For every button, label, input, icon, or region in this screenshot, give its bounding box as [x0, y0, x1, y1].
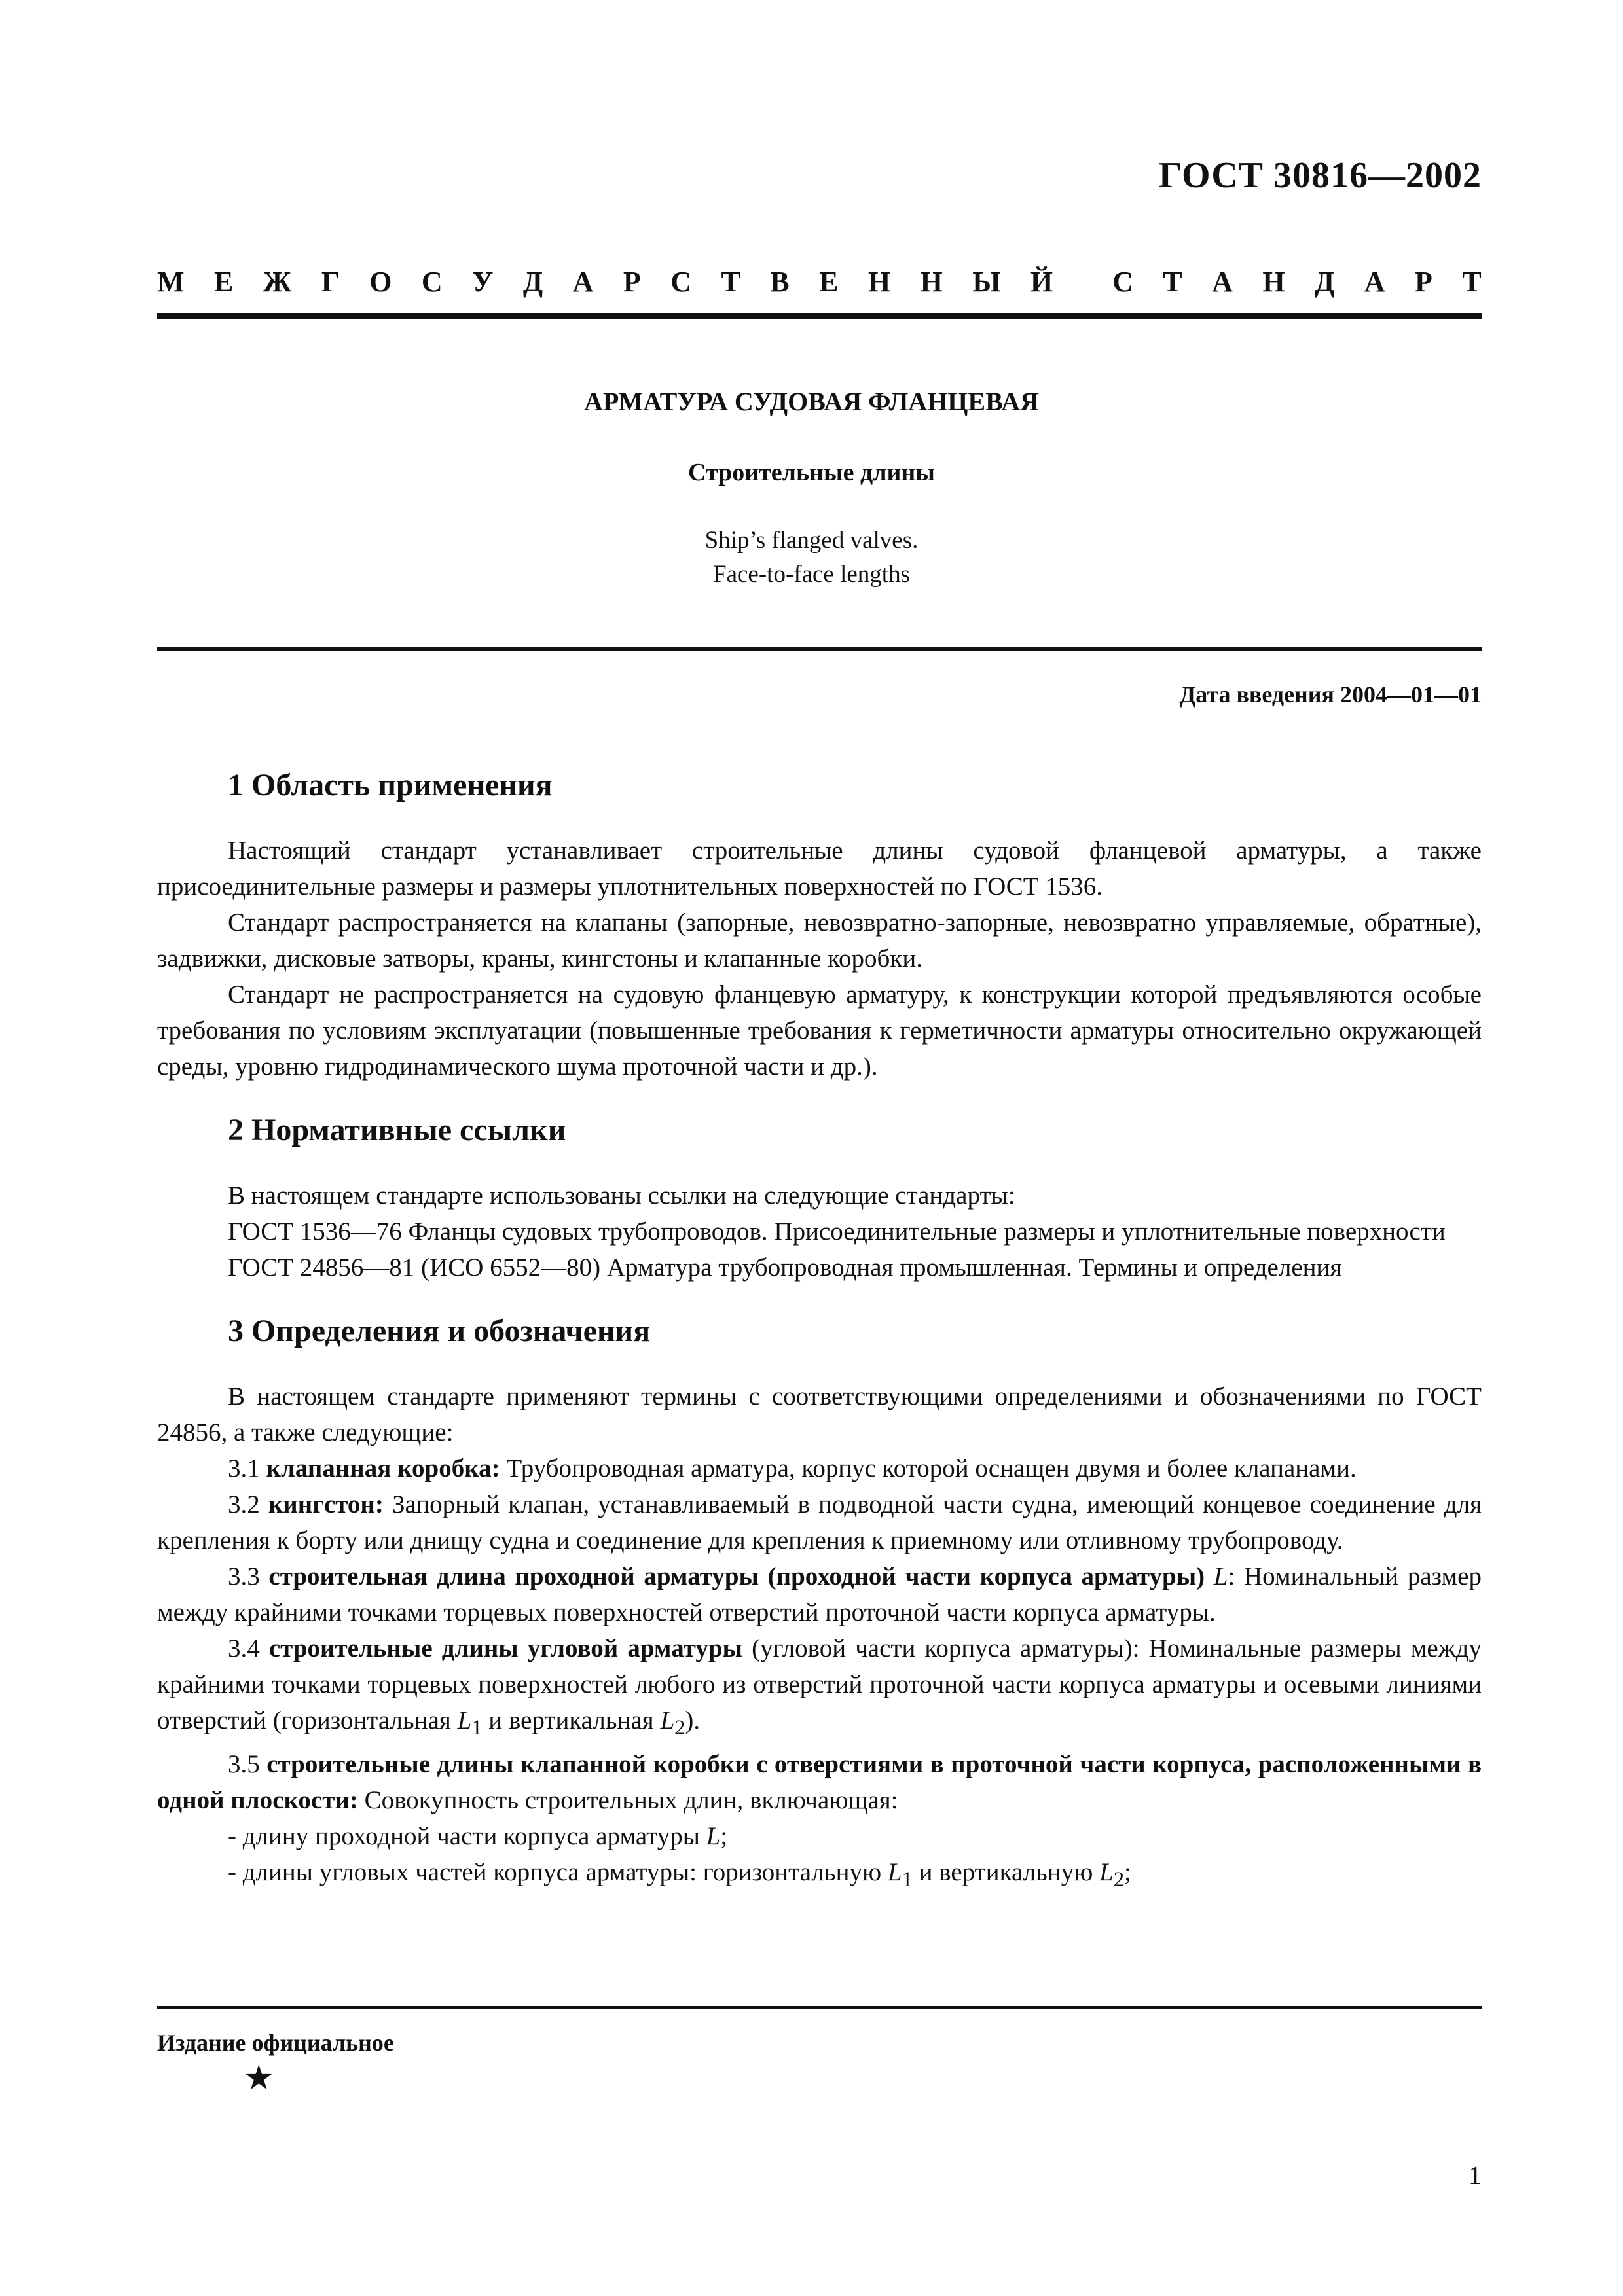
letter: Е — [213, 266, 234, 298]
subscript: 2 — [1113, 1867, 1125, 1892]
reference-item: ГОСТ 1536—76 Фланцы судовых трубопроводов. Присоединительные размеры и уплотнительные поверхности — [228, 1217, 1446, 1246]
letter: Р — [1415, 266, 1432, 298]
subscript: 1 — [902, 1867, 913, 1892]
letter: Н — [1262, 266, 1285, 298]
list-item — [157, 1818, 1482, 1854]
definition-text: и вертикальная — [488, 1706, 654, 1734]
star-icon: ★ — [244, 2060, 274, 2097]
english-title-line: Face-to-face lengths — [713, 561, 910, 588]
definition-number: 3.1 — [228, 1454, 260, 1482]
symbol: L — [457, 1706, 472, 1734]
section-heading: 1 Область применения — [228, 768, 553, 802]
definition-number: 3.3 — [228, 1562, 260, 1590]
page-number: 1 — [1468, 2161, 1482, 2190]
letter: Т — [1163, 266, 1182, 298]
definition-text: Запорный клапан, устанавливаемый в подводной части судна, имеющий концевое соединение для крепления к борту или днищу судна и соединение для крепления к приемному или отливному трубопроводу. — [157, 1490, 1482, 1554]
paragraph: В настоящем стандарте использованы ссылки на следующие стандарты: — [228, 1181, 1015, 1210]
paragraph: Стандарт не распространяется на судовую фланцевую арматуру, к конструкции которой предъявляются особые требования по условиям эксплуатации (повышенные требования к герметичности арматуры относительно окружающей среды, уровню гидродинамического шума проточной части и др.). — [157, 980, 1482, 1081]
definition-text: : Номинальный размер между крайними точками торцевых поверхностей отверстий проточной части корпуса арматуры. — [157, 1562, 1482, 1626]
definition-term: строительная длина проходной арматуры (проходной части корпуса арматуры) — [268, 1562, 1205, 1590]
definition-text: ). — [685, 1706, 701, 1734]
standard-type-heading — [157, 265, 1482, 298]
paragraph: Настоящий стандарт устанавливает строительные длины судовой фланцевой арматуры, а также присоединительные размеры и размеры уплотнительных поверхностей по ГОСТ 1536. — [157, 836, 1482, 901]
letter: Ы — [972, 266, 1001, 298]
definition-text: Совокупность строительных длин, включающая: — [364, 1785, 898, 1814]
letter: Р — [623, 266, 641, 298]
english-title — [0, 524, 1623, 592]
letter: Г — [321, 266, 340, 298]
letter: Й — [1030, 266, 1053, 298]
letter: Е — [819, 266, 839, 298]
letter: С — [421, 266, 443, 298]
definition-item — [157, 1558, 1482, 1630]
letter: А — [1212, 266, 1233, 298]
symbol: L — [1099, 1857, 1114, 1886]
symbol: L — [887, 1857, 902, 1886]
section-heading: 3 Определения и обозначения — [228, 1314, 651, 1348]
definition-text: (угловой части корпуса арматуры): Номинальные размеры между крайними точками торцевых поверхностей любого из отверстий проточной части корпуса арматуры и осевыми линиями отверстий (горизонтальная — [157, 1634, 1482, 1734]
letter: С — [1112, 266, 1133, 298]
official-edition-label: Издание официальное — [157, 2030, 394, 2056]
letter: Т — [721, 266, 740, 298]
list-text: - длины угловых частей корпуса арматуры: горизонтальную — [228, 1857, 882, 1886]
document-title: АРМАТУРА СУДОВАЯ ФЛАНЦЕВАЯ — [583, 387, 1040, 416]
document-number: ГОСТ 30816—2002 — [1158, 155, 1482, 196]
reference-item: ГОСТ 24856—81 (ИСО 6552—80) Арматура трубопроводная промышленная. Термины и определения — [228, 1253, 1342, 1282]
list-item — [157, 1854, 1482, 1898]
definition-number: 3.5 — [228, 1749, 260, 1778]
list-end: ; — [1124, 1857, 1131, 1886]
subscript: 2 — [674, 1715, 685, 1740]
section-scope — [157, 766, 1482, 1085]
definition-item — [157, 1746, 1482, 1818]
letter: М — [157, 266, 185, 298]
english-title-line: Ship’s flanged valves. — [704, 527, 919, 554]
letter: В — [770, 266, 790, 298]
definition-term: клапанная коробка: — [266, 1454, 500, 1482]
definition-item — [157, 1630, 1482, 1746]
document-subtitle: Строительные длины — [688, 459, 935, 486]
letter: Н — [920, 266, 943, 298]
symbol: L — [660, 1706, 675, 1734]
section-heading: 2 Нормативные ссылки — [228, 1113, 566, 1147]
letter: Д — [522, 266, 543, 298]
letter: Ж — [263, 266, 292, 298]
subscript: 1 — [471, 1715, 483, 1740]
definition-text: Трубопроводная арматура, корпус которой оснащен двумя и более клапанами. — [506, 1454, 1357, 1482]
document-body — [157, 766, 1482, 1924]
paragraph: Стандарт распространяется на клапаны (запорные, невозвратно-запорные, невозвратно управляемые, обратные), задвижки, дисковые затворы, краны, кингстоны и клапанные коробки. — [157, 908, 1482, 973]
section-normative-references — [157, 1111, 1482, 1285]
symbol: L — [1213, 1562, 1228, 1590]
footer-divider — [157, 2006, 1482, 2009]
letter: С — [670, 266, 691, 298]
letter: У — [472, 266, 494, 298]
definition-number: 3.4 — [228, 1634, 260, 1662]
symbol: L — [706, 1821, 721, 1850]
title-divider — [157, 647, 1482, 651]
list-end: ; — [720, 1821, 728, 1850]
letter: А — [1364, 266, 1385, 298]
definition-term: строительные длины клапанной коробки с отверстиями в проточной части корпуса, расположенными в одной плоскости: — [157, 1749, 1482, 1814]
definition-number: 3.2 — [228, 1490, 260, 1518]
paragraph: В настоящем стандарте применяют термины с соответствующими определениями и обозначениями по ГОСТ 24856, а также следующие: — [157, 1382, 1482, 1446]
letter: Д — [1315, 266, 1335, 298]
introduction-date: Дата введения 2004—01—01 — [1179, 681, 1482, 708]
definition-term: кингстон: — [268, 1490, 384, 1518]
letter: О — [369, 266, 392, 298]
definition-term: строительные длины угловой арматуры — [268, 1634, 743, 1662]
definition-item — [157, 1486, 1482, 1558]
list-text: и вертикальную — [919, 1857, 1093, 1886]
letter: Н — [867, 266, 891, 298]
section-definitions — [157, 1312, 1482, 1898]
definition-item — [157, 1450, 1482, 1486]
letter: А — [572, 266, 594, 298]
header-divider — [157, 313, 1482, 319]
letter: Т — [1462, 266, 1482, 298]
list-text: - длину проходной части корпуса арматуры — [228, 1821, 700, 1850]
